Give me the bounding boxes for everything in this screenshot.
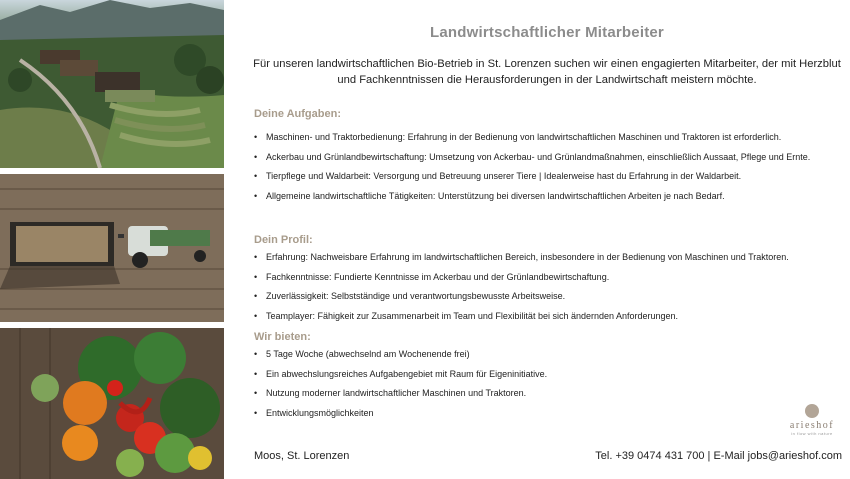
footer-location: Moos, St. Lorenzen xyxy=(254,450,350,462)
list-item: • Zuverlässigkeit: Selbstständige und verantwortungsbewusste Arbeitsweise. xyxy=(252,287,842,307)
job-posting xyxy=(252,0,842,479)
section-heading-bieten: Wir bieten: xyxy=(254,331,311,343)
list-item: • Ein abwechslungsreiches Aufgabengebiet mit Raum für Eigeninitiative. xyxy=(252,365,842,385)
section-heading-aufgaben: Deine Aufgaben: xyxy=(254,108,341,120)
page-title: Landwirtschaftlicher Mitarbeiter xyxy=(430,24,664,41)
list-item: • 5 Tage Woche (abwechselnd am Wochenende frei) xyxy=(252,345,842,365)
arieshof-logo xyxy=(782,404,842,444)
tractor-field-photo xyxy=(0,174,224,322)
list-item: • Fachkenntnisse: Fundierte Kenntnisse im Ackerbau und der Grünlandbewirtschaftung. xyxy=(252,268,842,288)
vegetables-photo xyxy=(0,328,224,479)
list-item: • Nutzung moderner landwirtschaftlicher Maschinen und Traktoren. xyxy=(252,384,842,404)
section-heading-profil: Dein Profil: xyxy=(254,234,313,246)
list-item: • Tierpflege und Waldarbeit: Versorgung und Betreuung unserer Tiere | Idealerweise hast du Erfahrung in der Waldarbeit. xyxy=(252,167,842,187)
list-profil xyxy=(252,248,842,326)
list-item: • Maschinen- und Traktorbedienung: Erfahrung in der Bedienung von landwirtschaftlichen Maschinen und Traktoren ist erforderlich. xyxy=(252,128,842,148)
list-item: • Entwicklungsmöglichkeiten xyxy=(252,404,842,424)
list-item: • Allgemeine landwirtschaftliche Tätigkeiten: Unterstützung bei diversen landwirtschaftlichen Arbeiten je nach Bedarf. xyxy=(252,187,842,207)
farm-aerial-photo xyxy=(0,0,224,168)
logo-tagline: in flow with nature xyxy=(791,431,833,436)
list-item: • Ackerbau und Grünlandbewirtschaftung: Umsetzung von Ackerbau- und Grünlandmaßnahmen, einschließlich Aussaat, Pflege und Ernte. xyxy=(252,148,842,168)
photo-column xyxy=(0,0,224,479)
list-item: • Teamplayer: Fähigkeit zur Zusammenarbeit im Team und Flexibilität bei sich ändernden Anforderungen. xyxy=(252,307,842,327)
logo-mark-icon xyxy=(805,404,819,418)
intro-text: Für unseren landwirtschaftlichen Bio-Betrieb in St. Lorenzen suchen wir einen engagierten Mitarbeiter, der mit Herzblut und Fachkenntnissen die Herausforderungen in der Landwirtschaft meistern möchte. xyxy=(253,58,841,86)
list-aufgaben xyxy=(252,128,842,206)
footer-contact: Tel. +39 0474 431 700 | E-Mail jobs@arieshof.com xyxy=(595,450,842,462)
logo-name: arieshof xyxy=(789,420,835,431)
list-bieten xyxy=(252,345,842,423)
list-item: • Erfahrung: Nachweisbare Erfahrung im landwirtschaftlichen Bereich, insbesondere in der Bedienung von Maschinen und Traktoren. xyxy=(252,248,842,268)
